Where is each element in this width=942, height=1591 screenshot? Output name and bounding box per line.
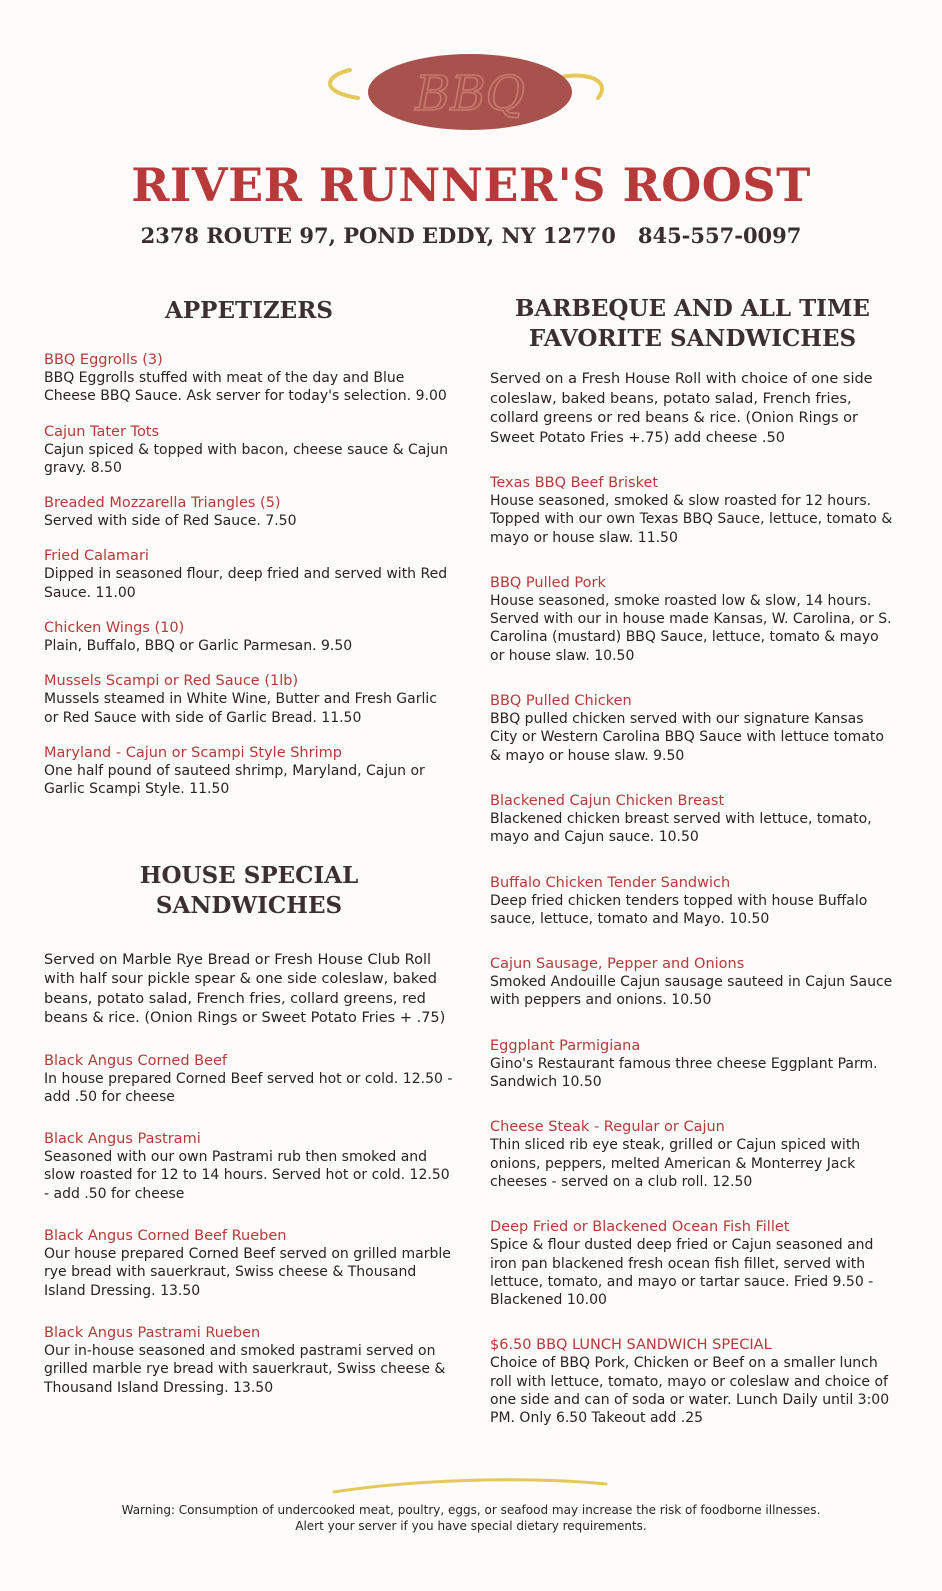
phone-number: 845-557-0097 — [637, 223, 802, 248]
address: 2378 ROUTE 97, POND EDDY, NY 12770 — [140, 223, 616, 248]
menu-item-name: Breaded Mozzarella Triangles (5) — [44, 495, 281, 512]
footer-swoosh — [330, 1474, 610, 1496]
menu-item-name: Deep Fried or Blackened Ocean Fish Fillet — [490, 1219, 790, 1236]
house-special-title-line2: SANDWICHES — [155, 891, 343, 919]
menu-item-description: BBQ Eggrolls stuffed with meat of the day and Blue Cheese BBQ Sauce. Ask server for today's selection. 9.00 — [44, 370, 447, 405]
menu-item-description: BBQ pulled chicken served with our signature Kansas City or Western Carolina BBQ Sauce with lettuce tomato & mayo or house slaw. 9.50 — [490, 711, 884, 764]
menu-item-name: $6.50 BBQ LUNCH SANDWICH SPECIAL — [490, 1337, 772, 1354]
warning-line-2: Alert your server if you have special dietary requirements. — [295, 1519, 647, 1533]
menu-item — [44, 1227, 454, 1300]
menu-item-description: Our house prepared Corned Beef served on grilled marble rye bread with sauerkraut, Swiss cheese & Thousand Island Dressing. 13.50 — [44, 1246, 451, 1299]
menu-item-name: Black Angus Corned Beef — [44, 1052, 228, 1069]
menu-item-description: Dipped in seasoned flour, deep fried and served with Red Sauce. 11.00 — [44, 566, 448, 601]
menu-item-name: Eggplant Parmigiana — [490, 1037, 641, 1054]
menu-item-name: Fried Calamari — [44, 548, 149, 565]
menu-item — [44, 423, 454, 478]
food-warning — [0, 1502, 942, 1534]
bbq-intro: Served on a Fresh House Roll with choice of one side coleslaw, baked beans, potato salad, French fries, collard greens or red beans & rice. (Onion Rings or Sweet Potato Fries +.75) add cheese .50 — [490, 371, 873, 446]
house-special-intro: Served on Marble Rye Bread or Fresh House Club Roll with half sour pickle spear & one side coleslaw, baked beans, potato salad, French fries, collard greens, red beans & rice. (Onion Rings or Sweet Potato Fries + .75) — [44, 951, 446, 1027]
menu-item-name: BBQ Pulled Chicken — [490, 693, 632, 710]
menu-item — [490, 474, 895, 547]
menu-item-name: Black Angus Pastrami Rueben — [44, 1324, 261, 1341]
menu-item-name: Cajun Tater Tots — [44, 423, 160, 440]
menu-item — [44, 1052, 454, 1107]
menu-item — [44, 351, 454, 406]
menu-item — [44, 672, 454, 727]
menu-item-description: Smoked Andouille Cajun sausage sauteed in Cajun Sauce with peppers and onions. 10.50 — [490, 974, 893, 1009]
menu-item — [44, 744, 454, 799]
menu-item-description: Served with side of Red Sauce. 7.50 — [44, 513, 297, 530]
warning-line-1: Warning: Consumption of undercooked meat, poultry, eggs, or seafood may increase the risk of foodborne illnesses. — [121, 1503, 821, 1517]
menu-item-name: Mussels Scampi or Red Sauce (1lb) — [44, 673, 299, 690]
menu-item — [44, 547, 454, 602]
menu-item — [44, 494, 454, 530]
menu-item-description: Plain, Buffalo, BBQ or Garlic Parmesan. 9.50 — [44, 638, 353, 655]
house-special-title — [44, 861, 454, 921]
menu-item-description: House seasoned, smoked & slow roasted for 12 hours. Topped with our own Texas BBQ Sauce, lettuce, tomato & mayo or house slaw. 11.50 — [490, 493, 893, 546]
menu-item — [490, 692, 895, 765]
menu-item-name: Buffalo Chicken Tender Sandwich — [490, 874, 731, 891]
menu-item — [44, 1324, 454, 1397]
menu-item — [490, 792, 895, 847]
address-line — [0, 223, 942, 248]
menu-item-name: Cheese Steak - Regular or Cajun — [490, 1119, 725, 1136]
menu-item — [490, 1336, 895, 1427]
menu-item-description: In house prepared Corned Beef served hot or cold. 12.50 - add .50 for cheese — [44, 1070, 453, 1105]
bbq-title — [490, 294, 895, 354]
menu-item — [44, 1130, 454, 1203]
appetizers-title: APPETIZERS — [165, 297, 333, 324]
menu-item — [490, 874, 895, 929]
menu-item-name: Black Angus Corned Beef Rueben — [44, 1228, 287, 1245]
menu-item-description: Mussels steamed in White Wine, Butter and Fresh Garlic or Red Sauce with side of Garlic Bread. 11.50 — [44, 691, 437, 726]
menu-item-description: Seasoned with our own Pastrami rub then smoked and slow roasted for 12 to 14 hours. Served hot or cold. 12.50 - add .50 for cheese — [44, 1149, 450, 1202]
menu-item-description: Cajun spiced & topped with bacon, cheese sauce & Cajun gravy. 8.50 — [44, 441, 448, 476]
menu-item — [490, 1037, 895, 1092]
bbq-title-line1: BARBEQUE AND ALL TIME — [515, 295, 870, 322]
restaurant-name: RIVER RUNNER'S ROOST — [131, 158, 811, 212]
menu-item-name: BBQ Pulled Pork — [490, 574, 606, 591]
menu-item — [490, 955, 895, 1010]
logo-swoosh-left — [330, 70, 358, 98]
appetizers-list — [44, 351, 454, 799]
menu-item — [490, 1118, 895, 1191]
menu-item-description: Spice & flour dusted deep fried or Cajun seasoned and iron pan blackened fresh ocean fish fillet, served with lettuce, tomato, and mayo or tartar sauce. Fried 9.50 - Blackened 10.00 — [490, 1237, 874, 1309]
house-special-title-line1: HOUSE SPECIAL — [139, 861, 359, 889]
bbq-logo — [310, 40, 630, 140]
menu-item — [490, 1218, 895, 1309]
menu-item — [44, 619, 454, 655]
left-column — [44, 294, 454, 1397]
menu-item-name: Chicken Wings (10) — [44, 620, 185, 637]
menu-item-description: Deep fried chicken tenders topped with house Buffalo sauce, lettuce, tomato and Mayo. 10.50 — [490, 892, 868, 927]
menu-item-name: Cajun Sausage, Pepper and Onions — [490, 956, 745, 973]
menu-item-description: Our in-house seasoned and smoked pastrami served on grilled marble rye bread with sauerkraut, Swiss cheese & Thousand Island Dressing. 13.50 — [44, 1342, 446, 1396]
bbq-list — [490, 474, 895, 1428]
menu-item-description: Blackened chicken breast served with lettuce, tomato, mayo and Cajun sauce. 10.50 — [490, 810, 872, 846]
menu-item-name: Blackened Cajun Chicken Breast — [490, 792, 725, 809]
bbq-title-line2: FAVORITE SANDWICHES — [528, 325, 857, 352]
menu-item-name: Texas BBQ Beef Brisket — [490, 475, 659, 491]
right-column — [490, 294, 895, 1428]
menu-item-description: Choice of BBQ Pork, Chicken or Beef on a smaller lunch roll with lettuce, tomato, mayo or coleslaw and choice of one side and can of soda or water. Lunch Daily until 3:00 PM. Only 6.50 Takeout add .25 — [490, 1355, 890, 1427]
menu-item-description: Gino's Restaurant famous three cheese Eggplant Parm. Sandwich 10.50 — [490, 1055, 878, 1091]
menu-item-description: House seasoned, smoke roasted low & slow, 14 hours. Served with our in house made Kansas, W. Carolina, or S. Carolina (mustard) BBQ Sauce, lettuce, tomato & mayo or house slaw. 10.50 — [490, 592, 892, 664]
menu-item-name: BBQ Eggrolls (3) — [44, 352, 163, 368]
menu-item — [490, 574, 895, 665]
menu-item-description: One half pound of sauteed shrimp, Maryland, Cajun or Garlic Scampi Style. 11.50 — [44, 762, 425, 798]
menu-item-name: Black Angus Pastrami — [44, 1131, 201, 1148]
house-special-list — [44, 1052, 454, 1397]
logo-text: BBQ — [415, 66, 525, 122]
menu-item-name: Maryland - Cajun or Scampi Style Shrimp — [44, 744, 342, 761]
menu-item-description: Thin sliced rib eye steak, grilled or Cajun spiced with onions, peppers, melted American & Monterrey Jack cheeses - served on a club roll. 12.50 — [490, 1137, 861, 1190]
